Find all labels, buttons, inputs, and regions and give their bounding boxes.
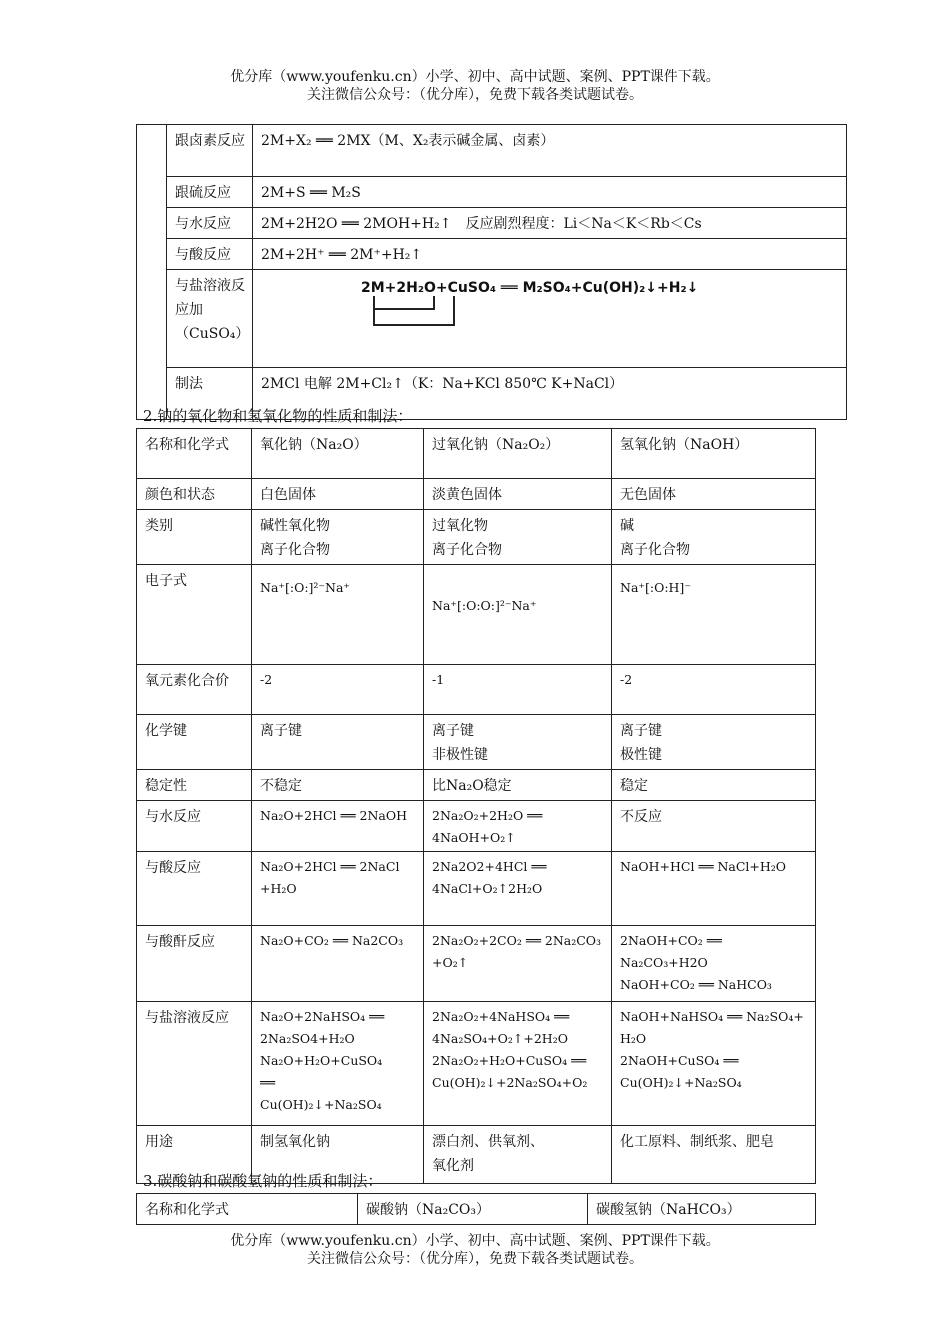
cell: 淡黄色固体 [424, 479, 612, 510]
cell: 稳定 [612, 770, 816, 801]
row-label: 颜色和状态 [137, 479, 252, 510]
electron-formula: Na⁺[:O:H]⁻ [620, 580, 691, 595]
cell: 2Na2O2+4HCl ══ 4NaCl+O₂↑2H₂O [424, 852, 612, 926]
cell: 漂白剂、供氧剂、 氧化剂 [424, 1126, 612, 1184]
cell: 离子键 极性键 [612, 715, 816, 770]
footer-line-2: 关注微信公众号：（优分库），免费下载各类试题试卷。 [307, 1251, 643, 1267]
cell: 比Na₂O稳定 [424, 770, 612, 801]
row-label: 跟卤素反应 [167, 125, 253, 177]
column-header: 碳酸钠（Na₂CO₃） [358, 1194, 588, 1225]
electron-formula-cell [252, 565, 424, 665]
row-label: 与酸酐反应 [137, 926, 252, 1002]
diagram-equation: 2M+2H₂O+CuSO₄ ══ M₂SO₄+Cu(OH)₂↓+H₂↓ [361, 280, 699, 296]
row-label: 制法 [167, 368, 253, 420]
row-label: 与盐溶液反应加（CuSO₄） [167, 270, 253, 368]
row-label: 跟硫反应 [167, 177, 253, 208]
cell: Na₂O+CO₂ ══ Na2CO₃ [252, 926, 424, 1002]
cell: 白色固体 [252, 479, 424, 510]
cell: 2Na₂O₂+2H₂O ══ 4NaOH+O₂↑ [424, 801, 612, 852]
cell: -2 [252, 665, 424, 715]
column-header: 氧化钠（Na₂O） [252, 429, 424, 479]
diagram-bracket [373, 296, 455, 326]
page-footer [0, 1232, 950, 1268]
column-header: 名称和化学式 [137, 1194, 358, 1225]
footer-line-1: 优分库（www.youfenku.cn）小学、初中、高中试题、案例、PPT课件下载。 [230, 1233, 720, 1249]
table-header-row [137, 429, 816, 479]
row-label: 与酸反应 [167, 239, 253, 270]
table-header-row [137, 1194, 816, 1225]
alkali-metal-table [136, 124, 847, 420]
row-label: 电子式 [137, 565, 252, 665]
cell: 离子键 [252, 715, 424, 770]
table-row [137, 270, 847, 368]
page-header [0, 68, 950, 104]
row-value: 2M+2H2O ══ 2MOH+H₂↑ 反应剧烈程度：Li＜Na＜K＜Rb＜Cs [253, 208, 847, 239]
header-line-1: 优分库（www.youfenku.cn）小学、初中、高中试题、案例、PPT课件下载。 [230, 69, 720, 85]
electron-formula: Na⁺[:O:O:]²⁻Na⁺ [432, 598, 537, 613]
column-header: 名称和化学式 [137, 429, 252, 479]
row-value: 2M+2H⁺ ══ 2M⁺+H₂↑ [253, 239, 847, 270]
table-row [137, 479, 816, 510]
merged-category-cell [137, 125, 167, 420]
cell: 不稳定 [252, 770, 424, 801]
column-header: 氢氧化钠（NaOH） [612, 429, 816, 479]
row-value: 2MCl 电解 2M+Cl₂↑（K：Na+KCl 850℃ K+NaCl） [253, 368, 847, 420]
cell: -1 [424, 665, 612, 715]
table-row [137, 715, 816, 770]
table-row [137, 926, 816, 1002]
table-row [137, 239, 847, 270]
cell: Na₂O+2NaHSO₄ ══ 2Na₂SO4+H₂O Na₂O+H₂O+CuSO₄ ══ Cu(OH)₂↓+Na₂SO₄ [252, 1002, 424, 1126]
row-label: 与水反应 [167, 208, 253, 239]
row-label: 类别 [137, 510, 252, 565]
cell: 无色固体 [612, 479, 816, 510]
section-3-title: 3.碳酸钠和碳酸氢钠的性质和制法： [143, 1172, 383, 1190]
cell: 碱性氧化物 离子化合物 [252, 510, 424, 565]
row-label: 化学键 [137, 715, 252, 770]
cell: -2 [612, 665, 816, 715]
row-label: 与酸反应 [137, 852, 252, 926]
electron-formula-cell [612, 565, 816, 665]
row-label: 用途 [137, 1126, 252, 1184]
cell: 不反应 [612, 801, 816, 852]
cell: 制氢氧化钠 [252, 1126, 424, 1184]
cell: 离子键 非极性键 [424, 715, 612, 770]
cell: NaOH+NaHSO₄ ══ Na₂SO₄+ H₂O 2NaOH+CuSO₄ ══ Cu(OH)₂↓+Na₂SO₄ [612, 1002, 816, 1126]
cell: 碱 离子化合物 [612, 510, 816, 565]
cell: NaOH+HCl ══ NaCl+H₂O [612, 852, 816, 926]
table-row [137, 852, 816, 926]
table-row [137, 125, 847, 177]
row-value: 2M+S ══ M₂S [253, 177, 847, 208]
table-row [137, 770, 816, 801]
cell: 2NaOH+CO₂ ══ Na₂CO₃+H2O NaOH+CO₂ ══ NaHCO₃ [612, 926, 816, 1002]
table-row [137, 565, 816, 665]
table-row [137, 177, 847, 208]
column-header: 过氧化钠（Na₂O₂） [424, 429, 612, 479]
row-label: 稳定性 [137, 770, 252, 801]
row-label: 与水反应 [137, 801, 252, 852]
reaction-diagram-cell [253, 270, 847, 368]
table-row [137, 801, 816, 852]
table-row [137, 1002, 816, 1126]
cell: 2Na₂O₂+2CO₂ ══ 2Na₂CO₃ +O₂↑ [424, 926, 612, 1002]
cell: 2Na₂O₂+4NaHSO₄ ══ 4Na₂SO₄+O₂↑+2H₂O 2Na₂O₂+H₂O+CuSO₄ ══ Cu(OH)₂↓+2Na₂SO₄+O₂ [424, 1002, 612, 1126]
carbonate-table [136, 1193, 816, 1225]
cell: Na₂O+2HCl ══ 2NaOH [252, 801, 424, 852]
sodium-oxides-table [136, 428, 816, 1184]
reaction-diagram [261, 274, 840, 350]
cell: 过氧化物 离子化合物 [424, 510, 612, 565]
row-label: 与盐溶液反应 [137, 1002, 252, 1126]
table-row [137, 208, 847, 239]
column-header: 碳酸氢钠（NaHCO₃） [588, 1194, 816, 1225]
table-row [137, 665, 816, 715]
row-label: 氧元素化合价 [137, 665, 252, 715]
electron-formula-cell [424, 565, 612, 665]
header-line-2: 关注微信公众号：（优分库），免费下载各类试题试卷。 [307, 87, 643, 103]
row-value: 2M+X₂ ══ 2MX（M、X₂表示碱金属、卤素） [253, 125, 847, 177]
cell: 化工原料、制纸浆、肥皂 [612, 1126, 816, 1184]
table-row [137, 510, 816, 565]
section-2-title: 2.钠的氧化物和氢氧化物的性质和制法： [143, 407, 413, 425]
electron-formula: Na⁺[:O:]²⁻Na⁺ [260, 580, 351, 595]
cell: Na₂O+2HCl ══ 2NaCl +H₂O [252, 852, 424, 926]
